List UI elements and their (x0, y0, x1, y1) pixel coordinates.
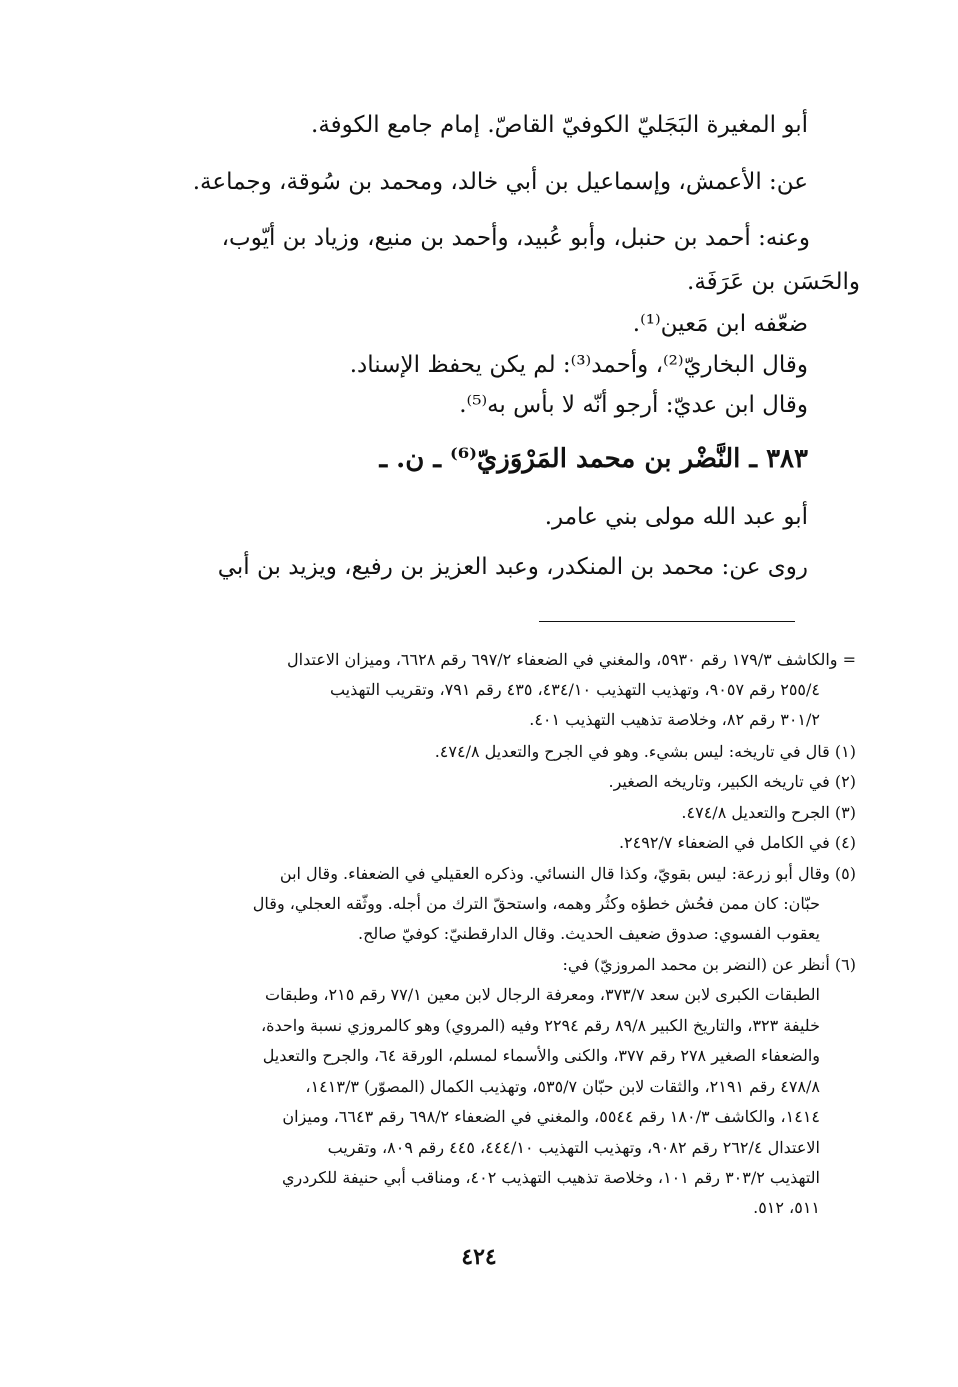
text-line: عن: الأعمش، وإسماعيل بن أبي خالد، ومحمد بن سُوقة، وجماعة. (192, 169, 808, 195)
footnote-line: ٣٠١/٢ رقم ٨٢، وخلاصة تذهيب التهذيب ٤٠١. (529, 710, 820, 729)
text-line: والحَسَن بن عَرَفَة. (687, 269, 860, 295)
footnote-separator (539, 621, 795, 622)
footnote-line: ١٤١٤، والكاشف ١٨٠/٣ رقم ٥٥٤٤، والمغني في الضعفاء ٦٩٨/٢ رقم ٦٦٤٣، وميزان (282, 1107, 820, 1126)
footnote-line: ٢٥٥/٤ رقم ٩٠٥٧، وتهذيب التهذيب ٤٣٤/١٠، ٤٣٥ رقم ٧٩١، وتقريب التهذيب (329, 680, 820, 699)
footnote-line: (٦) أنظر عن (النضر بن محمد المروزيّ) في: (562, 955, 856, 974)
footnote-line: (٣) الجرح والتعديل ٤٧٤/٨. (681, 803, 856, 822)
footnote-line: (٥) وقال أبو زرعة: ليس بقويّ، وكذا قال النسائي. وذكره العقيلي في الضعفاء. وقال ابن (279, 864, 856, 883)
footnote-line: خليفة ٣٢٣، والتاريخ الكبير ٨٩/٨ رقم ٢٢٩٤ وفيه (المروي) وهو كالمروزي نسبة واحدة، (260, 1016, 820, 1035)
text-line: وعنه: أحمد بن حنبل، وأبو عُبيد، وأحمد بن منيع، وزياد بن أيّوب، (221, 225, 810, 251)
footnote-line: يعقوب الفسوي: صدوق ضعيف الحديث. وقال الدارقطنيّ: كوفيّ صالح. (358, 924, 820, 943)
footnote-line: = والكاشف ١٧٩/٣ رقم ٥٩٣٠، والمغني في الضعفاء ٦٩٧/٢ رقم ٦٦٢٨، وميزان الاعتدال (287, 650, 856, 669)
footnote-line: ٥١١، ٥١٢. (753, 1198, 820, 1217)
footnote-line: التهذيب ٣٠٣/٢ رقم ١٠١، وخلاصة تذهيب التهذيب ٤٠٢، ومناقب أبي حنيفة للكردري (282, 1168, 820, 1187)
text-line: أبو عبد الله مولى بني عامر. (544, 504, 808, 530)
footnote-line: (٢) في تاريخه الكبير، وتاريخه الصغير. (608, 772, 856, 791)
footnote-line: ٤٧٨/٨ رقم ٢١٩١، والثقات لابن حبّان ٥٣٥/٧، وتهذيب الكمال (المصوّر) ١٤١٣/٣، (305, 1077, 820, 1096)
page-number: ٤٢٤ (461, 1244, 497, 1270)
footnote-line: الاعتدال ٢٦٢/٤ رقم ٩٠٨٢، وتهذيب التهذيب ٤٤٤/١٠، ٤٤٥ رقم ٨٠٩، وتقريب (327, 1138, 820, 1157)
text-line: وقال البخاريّ⁽²⁾، وأحمد⁽³⁾: لم يكن يحفظ الإسناد. (349, 352, 808, 378)
text-line: أبو المغيرة البَجَليّ الكوفيّ القاصّ. إمام جامع الكوفة. (311, 112, 808, 138)
text-line: ضعّفه ابن مَعين⁽¹⁾. (632, 311, 808, 337)
footnote-line: الطبقات الكبرى لابن سعد ٣٧٣/٧، ومعرفة الرجال لابن معين ٧٧/١ رقم ٢١٥، وطبقات (264, 985, 820, 1004)
footnote-line: (١) قال في تاريخه: ليس بشيء. وهو في الجرح والتعديل ٤٧٤/٨. (434, 742, 856, 761)
entry-heading: ٣٨٣ ـ النَّضْر بن محمد المَرْوَزيّ⁽⁶⁾ ـ ن. ـ (379, 444, 808, 474)
text-line: وقال ابن عديّ: أرجو أنّه لا بأس به⁽⁵⁾. (459, 392, 808, 418)
footnote-line: (٤) في الكامل في الضعفاء ٢٤٩٢/٧. (618, 833, 856, 852)
footnote-line: والضعفاء الصغير ٢٧٨ رقم ٣٧٧، والكنى والأسماء لمسلم، الورقة ٦٤، والجرح والتعديل (262, 1046, 820, 1065)
text-line: روى عن: محمد بن المنكدر، وعبد العزيز بن رفيع، ويزيد بن أبي (217, 554, 808, 580)
footnote-line: حبّان: كان ممن فحُش خطؤه وكثُر وهمه، واستحقّ الترك من أجله. ووثّقه العجلي، وقال (252, 894, 820, 913)
